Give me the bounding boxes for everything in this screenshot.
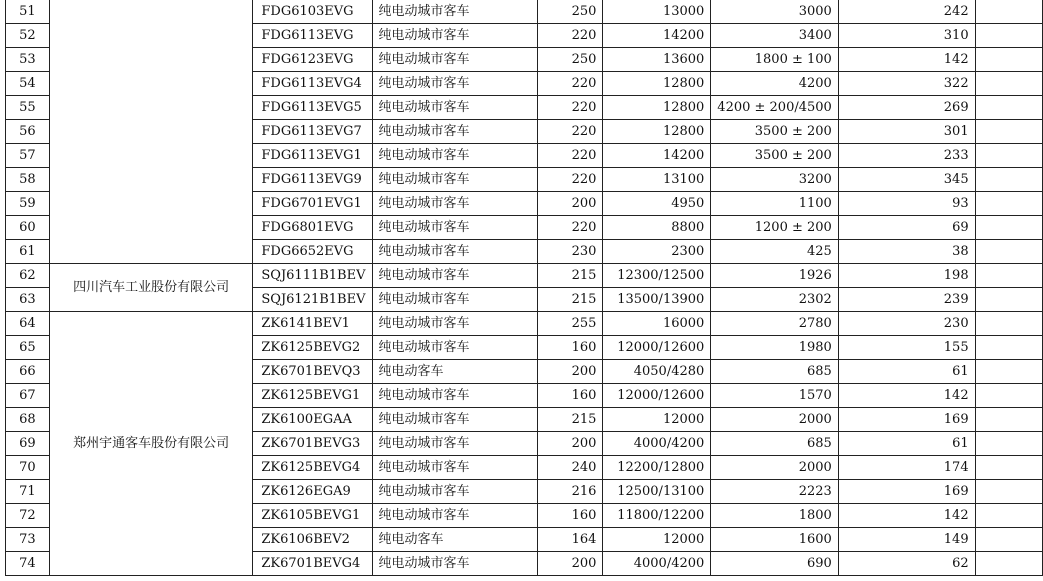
model-cell: ZK6701BEVQ3 (253, 360, 372, 384)
vehicle-type-cell: 纯电动城市客车 (372, 0, 537, 24)
value-cell-1: 220 (537, 144, 603, 168)
value-cell-3: 1570 (711, 384, 839, 408)
value-cell-1: 200 (537, 552, 603, 576)
row-number-cell: 54 (6, 72, 50, 96)
table-row (6, 264, 1043, 288)
value-cell-4: 69 (838, 216, 975, 240)
vehicle-type-cell: 纯电动城市客车 (372, 240, 537, 264)
vehicle-type-cell: 纯电动城市客车 (372, 24, 537, 48)
value-cell-2: 12000/12600 (603, 336, 711, 360)
value-cell-3: 3200 (711, 168, 839, 192)
value-cell-3: 1800 (711, 504, 839, 528)
value-cell-3: 690 (711, 552, 839, 576)
value-cell-2: 12800 (603, 72, 711, 96)
vehicle-type-cell: 纯电动城市客车 (372, 144, 537, 168)
value-cell-4: 142 (838, 384, 975, 408)
value-cell-2: 8800 (603, 216, 711, 240)
table-row (6, 312, 1043, 336)
model-cell: FDG6113EVG (253, 24, 372, 48)
value-cell-5 (975, 480, 1042, 504)
value-cell-3: 1600 (711, 528, 839, 552)
value-cell-4: 169 (838, 480, 975, 504)
model-cell: FDG6113EVG9 (253, 168, 372, 192)
value-cell-5 (975, 24, 1042, 48)
value-cell-1: 230 (537, 240, 603, 264)
model-cell: ZK6125BEVG2 (253, 336, 372, 360)
value-cell-5 (975, 264, 1042, 288)
value-cell-2: 13600 (603, 48, 711, 72)
value-cell-1: 160 (537, 336, 603, 360)
row-number-cell: 62 (6, 264, 50, 288)
vehicle-type-cell: 纯电动城市客车 (372, 480, 537, 504)
value-cell-1: 220 (537, 168, 603, 192)
value-cell-5 (975, 48, 1042, 72)
value-cell-3: 1200 ± 200 (711, 216, 839, 240)
value-cell-3: 425 (711, 240, 839, 264)
model-cell: SQJ6111B1BEV (253, 264, 372, 288)
value-cell-3: 3000 (711, 0, 839, 24)
value-cell-1: 215 (537, 288, 603, 312)
value-cell-2: 14200 (603, 24, 711, 48)
vehicle-type-cell: 纯电动城市客车 (372, 552, 537, 576)
model-cell: FDG6113EVG1 (253, 144, 372, 168)
value-cell-1: 220 (537, 24, 603, 48)
model-cell: ZK6100EGAA (253, 408, 372, 432)
value-cell-5 (975, 240, 1042, 264)
value-cell-5 (975, 384, 1042, 408)
value-cell-1: 220 (537, 96, 603, 120)
row-number-cell: 68 (6, 408, 50, 432)
value-cell-4: 233 (838, 144, 975, 168)
value-cell-5 (975, 0, 1042, 24)
value-cell-3: 4200 (711, 72, 839, 96)
value-cell-5 (975, 120, 1042, 144)
row-number-cell: 59 (6, 192, 50, 216)
value-cell-2: 12500/13100 (603, 480, 711, 504)
value-cell-2: 14200 (603, 144, 711, 168)
value-cell-2: 12800 (603, 96, 711, 120)
value-cell-3: 2302 (711, 288, 839, 312)
vehicle-type-cell: 纯电动城市客车 (372, 312, 537, 336)
value-cell-4: 310 (838, 24, 975, 48)
company-cell: 郑州宇通客车股份有限公司 (49, 312, 253, 576)
value-cell-2: 12800 (603, 120, 711, 144)
vehicle-type-cell: 纯电动城市客车 (372, 96, 537, 120)
value-cell-2: 11800/12200 (603, 504, 711, 528)
value-cell-2: 4000/4200 (603, 552, 711, 576)
value-cell-3: 1926 (711, 264, 839, 288)
value-cell-3: 2000 (711, 408, 839, 432)
row-number-cell: 69 (6, 432, 50, 456)
row-number-cell: 58 (6, 168, 50, 192)
model-cell: ZK6106BEV2 (253, 528, 372, 552)
value-cell-4: 142 (838, 48, 975, 72)
vehicle-type-cell: 纯电动城市客车 (372, 384, 537, 408)
value-cell-5 (975, 408, 1042, 432)
value-cell-5 (975, 336, 1042, 360)
vehicle-type-cell: 纯电动城市客车 (372, 288, 537, 312)
row-number-cell: 52 (6, 24, 50, 48)
value-cell-4: 345 (838, 168, 975, 192)
value-cell-3: 3500 ± 200 (711, 120, 839, 144)
value-cell-3: 2223 (711, 480, 839, 504)
value-cell-2: 13100 (603, 168, 711, 192)
value-cell-2: 13000 (603, 0, 711, 24)
value-cell-3: 1980 (711, 336, 839, 360)
value-cell-4: 198 (838, 264, 975, 288)
value-cell-5 (975, 192, 1042, 216)
model-cell: ZK6105BEVG1 (253, 504, 372, 528)
value-cell-5 (975, 72, 1042, 96)
vehicle-type-cell: 纯电动城市客车 (372, 504, 537, 528)
value-cell-3: 2000 (711, 456, 839, 480)
value-cell-4: 38 (838, 240, 975, 264)
model-cell: FDG6103EVG (253, 0, 372, 24)
model-cell: FDG6652EVG (253, 240, 372, 264)
model-cell: ZK6125BEVG4 (253, 456, 372, 480)
row-number-cell: 71 (6, 480, 50, 504)
value-cell-1: 215 (537, 264, 603, 288)
value-cell-5 (975, 312, 1042, 336)
value-cell-1: 216 (537, 480, 603, 504)
value-cell-4: 61 (838, 432, 975, 456)
model-cell: FDG6113EVG4 (253, 72, 372, 96)
value-cell-1: 220 (537, 72, 603, 96)
value-cell-2: 12000 (603, 528, 711, 552)
value-cell-2: 16000 (603, 312, 711, 336)
model-cell: SQJ6121B1BEV (253, 288, 372, 312)
row-number-cell: 74 (6, 552, 50, 576)
row-number-cell: 60 (6, 216, 50, 240)
value-cell-1: 220 (537, 120, 603, 144)
row-number-cell: 51 (6, 0, 50, 24)
model-cell: FDG6113EVG7 (253, 120, 372, 144)
row-number-cell: 53 (6, 48, 50, 72)
row-number-cell: 72 (6, 504, 50, 528)
vehicle-type-cell: 纯电动城市客车 (372, 456, 537, 480)
value-cell-1: 255 (537, 312, 603, 336)
value-cell-5 (975, 288, 1042, 312)
model-cell: ZK6701BEVG4 (253, 552, 372, 576)
model-cell: FDG6701EVG1 (253, 192, 372, 216)
value-cell-1: 250 (537, 48, 603, 72)
value-cell-4: 155 (838, 336, 975, 360)
row-number-cell: 67 (6, 384, 50, 408)
vehicle-type-cell: 纯电动城市客车 (372, 336, 537, 360)
value-cell-2: 13500/13900 (603, 288, 711, 312)
value-cell-4: 239 (838, 288, 975, 312)
company-cell: 四川汽车工业股份有限公司 (49, 264, 253, 312)
value-cell-2: 4950 (603, 192, 711, 216)
model-cell: ZK6125BEVG1 (253, 384, 372, 408)
table-row (6, 0, 1043, 24)
value-cell-2: 4050/4280 (603, 360, 711, 384)
value-cell-4: 61 (838, 360, 975, 384)
value-cell-5 (975, 552, 1042, 576)
vehicle-type-cell: 纯电动城市客车 (372, 216, 537, 240)
value-cell-3: 3500 ± 200 (711, 144, 839, 168)
row-number-cell: 57 (6, 144, 50, 168)
vehicle-type-cell: 纯电动城市客车 (372, 120, 537, 144)
value-cell-5 (975, 432, 1042, 456)
table-body (6, 0, 1043, 576)
value-cell-4: 62 (838, 552, 975, 576)
row-number-cell: 66 (6, 360, 50, 384)
value-cell-1: 200 (537, 360, 603, 384)
value-cell-1: 200 (537, 192, 603, 216)
model-cell: FDG6801EVG (253, 216, 372, 240)
value-cell-3: 685 (711, 432, 839, 456)
value-cell-5 (975, 504, 1042, 528)
value-cell-1: 164 (537, 528, 603, 552)
model-cell: FDG6123EVG (253, 48, 372, 72)
row-number-cell: 63 (6, 288, 50, 312)
model-cell: FDG6113EVG5 (253, 96, 372, 120)
value-cell-3: 1100 (711, 192, 839, 216)
value-cell-5 (975, 456, 1042, 480)
value-cell-4: 242 (838, 0, 975, 24)
vehicle-type-cell: 纯电动城市客车 (372, 432, 537, 456)
vehicle-type-cell: 纯电动城市客车 (372, 264, 537, 288)
value-cell-1: 200 (537, 432, 603, 456)
value-cell-4: 149 (838, 528, 975, 552)
row-number-cell: 64 (6, 312, 50, 336)
value-cell-2: 12300/12500 (603, 264, 711, 288)
value-cell-5 (975, 168, 1042, 192)
value-cell-5 (975, 528, 1042, 552)
value-cell-4: 174 (838, 456, 975, 480)
value-cell-5 (975, 144, 1042, 168)
vehicle-type-cell: 纯电动城市客车 (372, 72, 537, 96)
row-number-cell: 56 (6, 120, 50, 144)
vehicle-type-cell: 纯电动城市客车 (372, 168, 537, 192)
vehicle-type-cell: 纯电动客车 (372, 528, 537, 552)
model-cell: ZK6126EGA9 (253, 480, 372, 504)
value-cell-1: 215 (537, 408, 603, 432)
value-cell-4: 301 (838, 120, 975, 144)
value-cell-2: 12000/12600 (603, 384, 711, 408)
value-cell-2: 4000/4200 (603, 432, 711, 456)
value-cell-1: 160 (537, 504, 603, 528)
value-cell-4: 322 (838, 72, 975, 96)
value-cell-3: 685 (711, 360, 839, 384)
value-cell-4: 230 (838, 312, 975, 336)
row-number-cell: 55 (6, 96, 50, 120)
value-cell-5 (975, 360, 1042, 384)
value-cell-5 (975, 216, 1042, 240)
vehicle-type-cell: 纯电动城市客车 (372, 408, 537, 432)
value-cell-4: 269 (838, 96, 975, 120)
vehicle-type-cell: 纯电动城市客车 (372, 48, 537, 72)
value-cell-3: 2780 (711, 312, 839, 336)
model-cell: ZK6141BEV1 (253, 312, 372, 336)
company-cell (49, 0, 253, 264)
row-number-cell: 65 (6, 336, 50, 360)
row-number-cell: 61 (6, 240, 50, 264)
value-cell-2: 12200/12800 (603, 456, 711, 480)
row-number-cell: 70 (6, 456, 50, 480)
value-cell-5 (975, 96, 1042, 120)
value-cell-3: 4200 ± 200/4500 (711, 96, 839, 120)
value-cell-1: 240 (537, 456, 603, 480)
row-number-cell: 73 (6, 528, 50, 552)
value-cell-1: 250 (537, 0, 603, 24)
model-cell: ZK6701BEVG3 (253, 432, 372, 456)
value-cell-2: 2300 (603, 240, 711, 264)
value-cell-4: 169 (838, 408, 975, 432)
value-cell-4: 93 (838, 192, 975, 216)
vehicle-type-cell: 纯电动城市客车 (372, 192, 537, 216)
value-cell-4: 142 (838, 504, 975, 528)
value-cell-2: 12000 (603, 408, 711, 432)
value-cell-3: 3400 (711, 24, 839, 48)
vehicle-type-cell: 纯电动客车 (372, 360, 537, 384)
vehicle-catalog-table (5, 0, 1043, 576)
value-cell-1: 220 (537, 216, 603, 240)
value-cell-3: 1800 ± 100 (711, 48, 839, 72)
value-cell-1: 160 (537, 384, 603, 408)
